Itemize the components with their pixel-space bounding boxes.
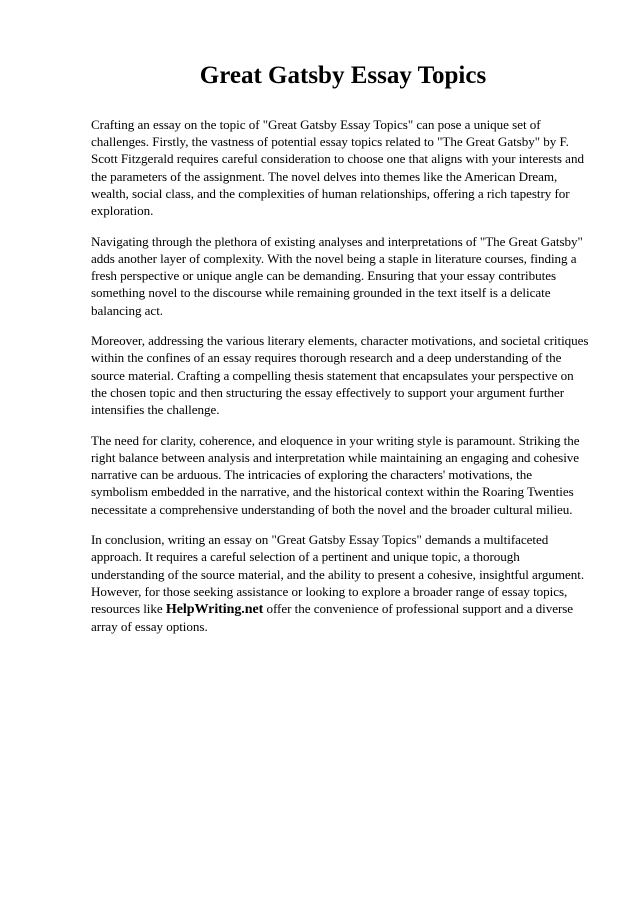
document-title: Great Gatsby Essay Topics (199, 62, 487, 89)
paragraph-clarity: The need for clarity, coherence, and eloquence in your writing style is paramount. Striking the right balance between analysis and interpretation while maintaining an engaging and cohesive narrative can be arduous. The intricacies of exploring the characters' motivations, the symbolism embedded in the narrative, and the historical context within the Roaring Twenties necessitate a comprehensive understanding of both the novel and the broader cultural milieu. (91, 432, 580, 517)
paragraph-navigating: Navigating through the plethora of existing analyses and interpretations of "The Great Gatsby" adds another layer of complexity. With the novel being a staple in literature courses, finding a fresh perspective or unique angle can be demanding. Ensuring that your essay contributes something novel to the discourse while remaining grounded in the text itself is a delicate balancing act. (91, 233, 583, 318)
document-page (91, 60, 591, 649)
conclusion-text-after: offer the convenience of professional support and a diverse array of essay options. (91, 601, 574, 635)
conclusion-text-before: In conclusion, writing an essay on "Great Gatsby Essay Topics" demands a multifaceted approach. It requires a careful selection of a pertinent and unique topic, a thorough understanding of the source material, and the ability to present a cohesive, insightful argument. However, for those seeking assistance or looking to explore a broader range of essay topics, resources like (91, 532, 585, 617)
helpwriting-brand-link[interactable]: HelpWriting.net (165, 602, 264, 618)
paragraph-intro: Crafting an essay on the topic of "Great Gatsby Essay Topics" can pose a unique set of challenges. Firstly, the vastness of potential essay topics related to "The Great Gatsby" by F. Scott Fitzgerald requires careful consideration to choose one that aligns with your interests and the parameters of the assignment. The novel delves into themes like the American Dream, wealth, social class, and the complexities of human relationships, offering a rich tapestry for exploration. (91, 117, 584, 219)
paragraph-conclusion (91, 531, 591, 635)
paragraph-moreover: Moreover, addressing the various literary elements, character motivations, and societal critiques within the confines of an essay requires thorough research and a deep understanding of the source material. Crafting a compelling thesis statement that encapsulates your perspective on the chosen topic and then structuring the essay effectively to support your argument further intensifies the challenge. (91, 333, 589, 418)
